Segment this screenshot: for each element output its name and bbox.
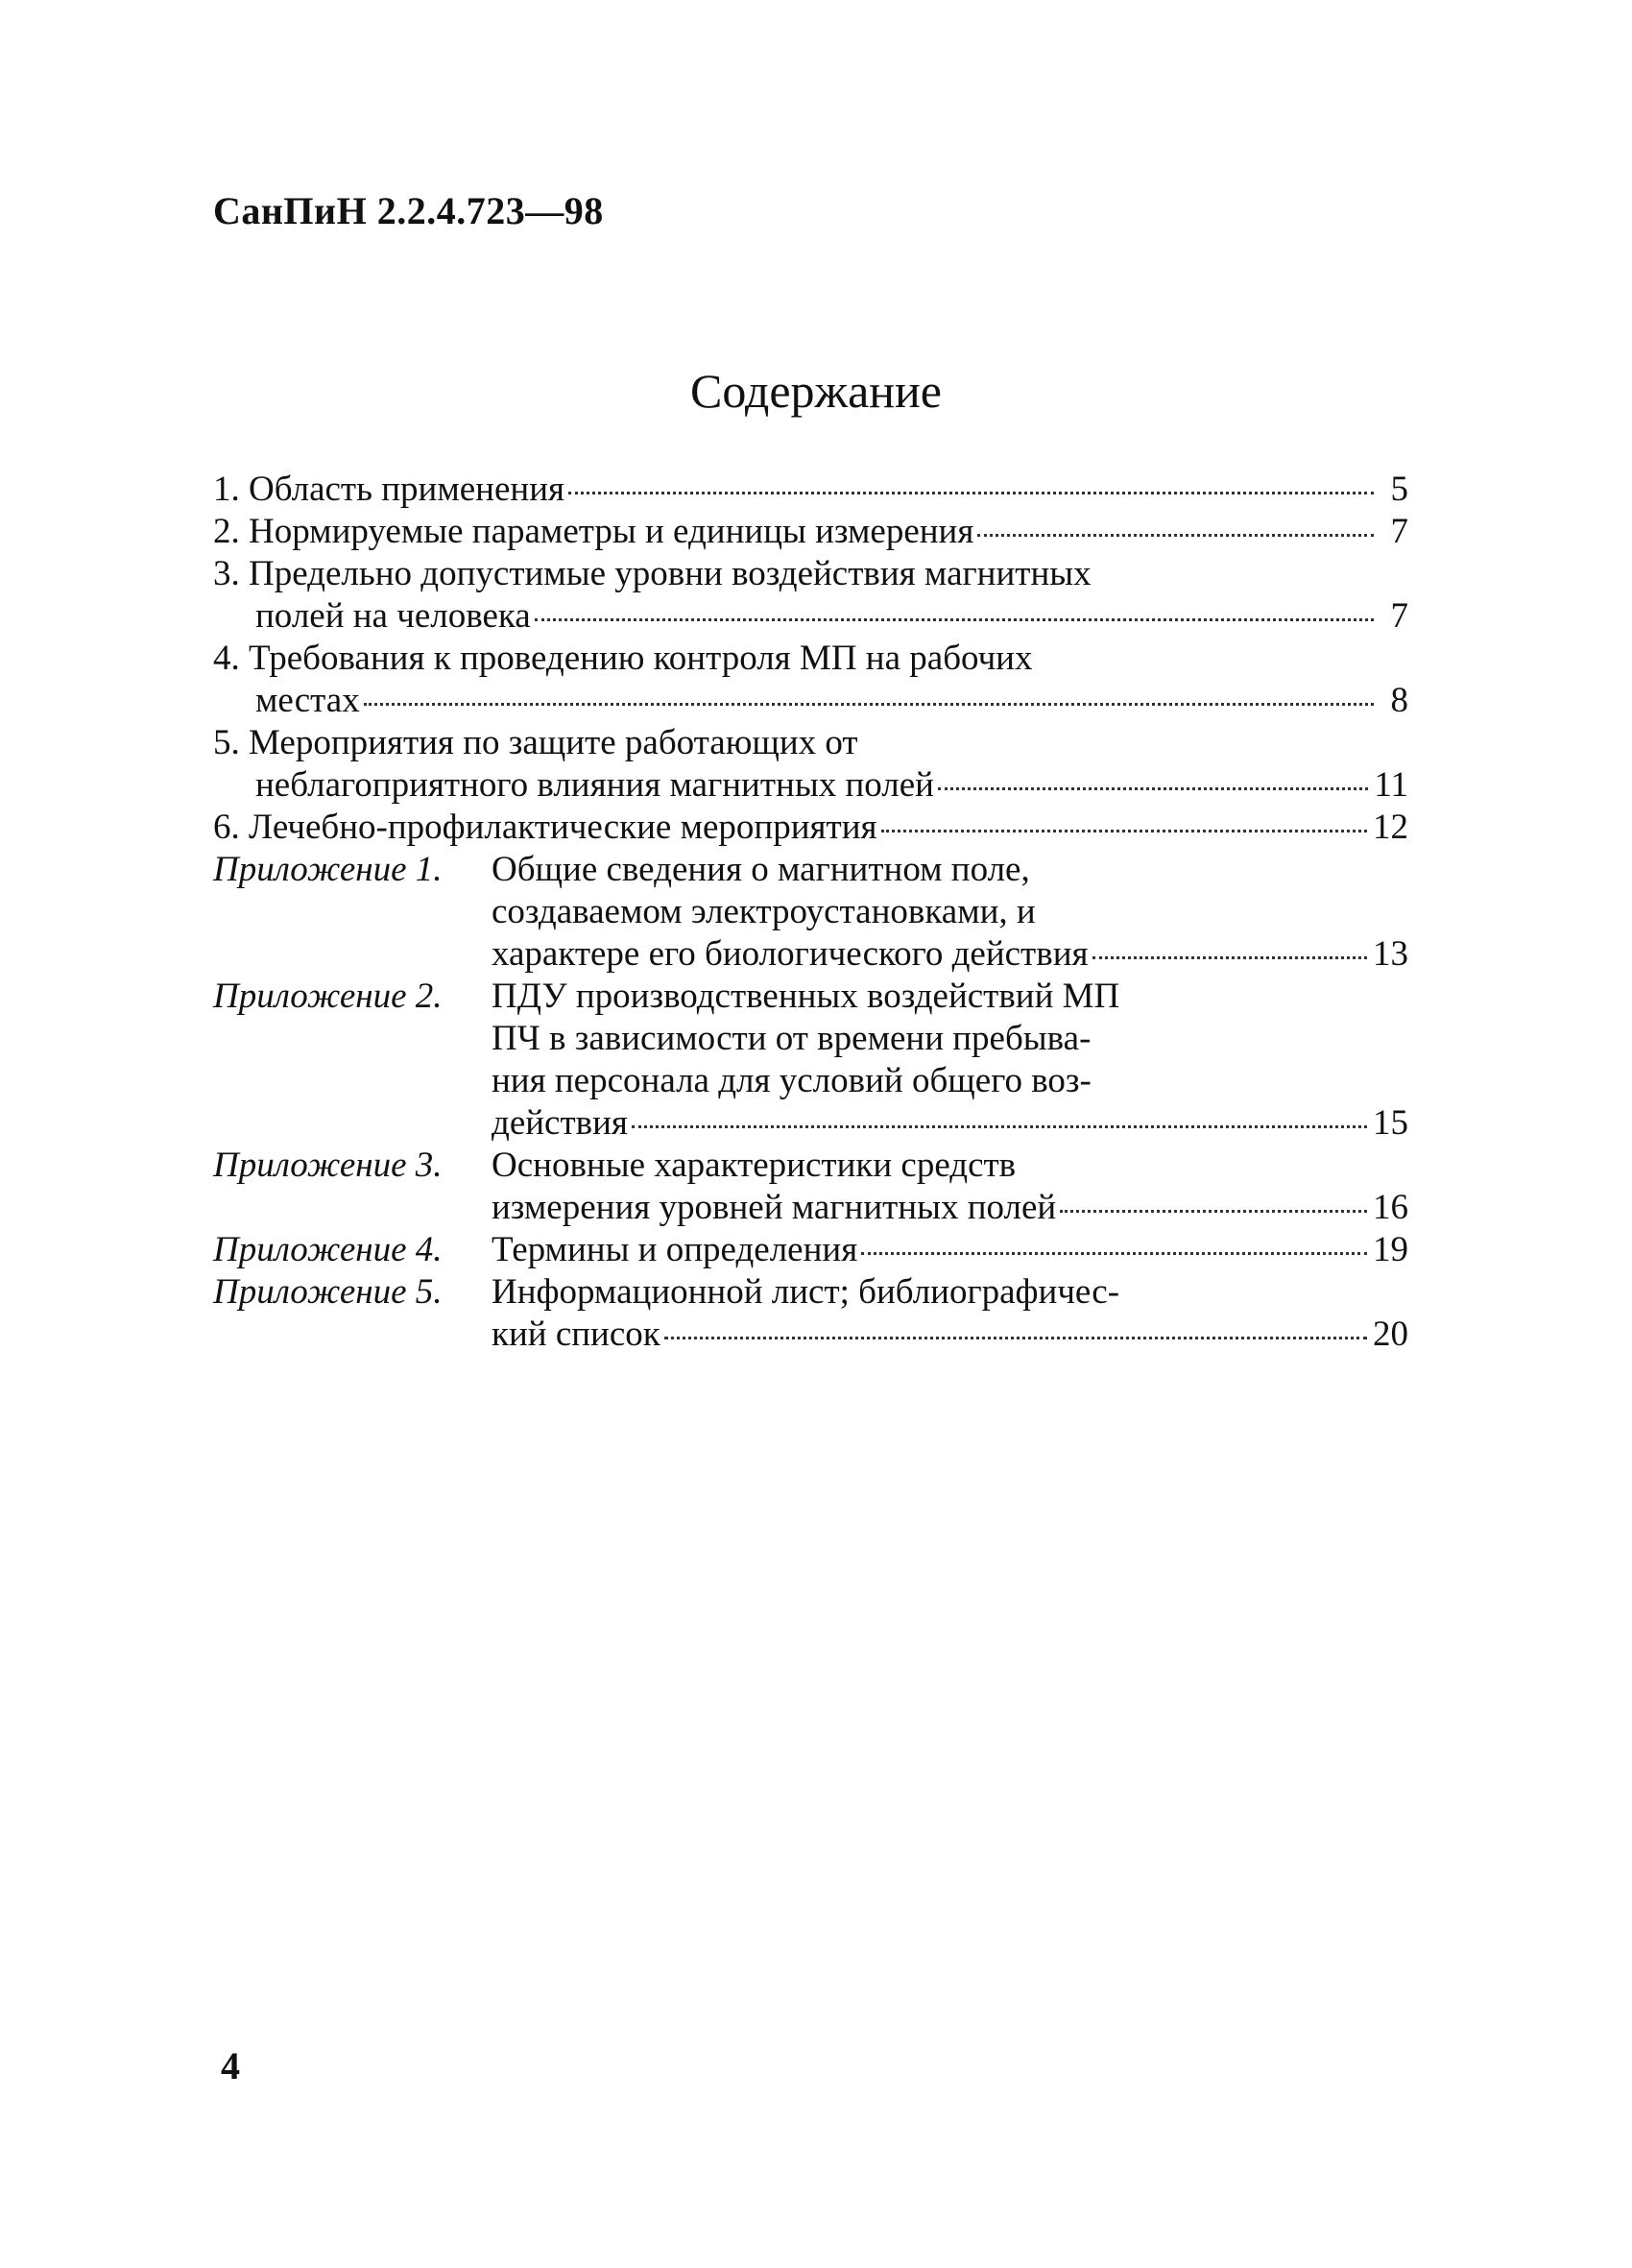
toc-title: Содержание <box>690 364 942 418</box>
toc-entry-text: характере его биологического действия <box>492 934 1089 974</box>
appendix-label: Приложение 4. <box>213 1230 443 1269</box>
toc-entry-text: действия <box>492 1103 628 1143</box>
toc-appendix-1-cont[interactable] <box>213 933 1408 976</box>
dot-leader <box>364 703 1374 706</box>
toc-entry-text: 2. Нормируемые параметры и единицы измерения <box>213 512 974 551</box>
page-number: 4 <box>221 2044 240 2087</box>
toc-entry-text: ния персонала для условий общего воз- <box>492 1061 1092 1100</box>
toc-appendix-2-cont[interactable] <box>213 1060 1408 1102</box>
toc-entry-1[interactable] <box>213 469 1408 511</box>
toc-page-number: 7 <box>1390 512 1408 551</box>
toc-entry-text: создаваемом электроустановками, и <box>492 892 1036 931</box>
toc-page-number: 7 <box>1390 596 1408 636</box>
dot-leader <box>535 618 1374 621</box>
toc-entry-text: местах <box>255 681 360 720</box>
toc-appendix-3[interactable] <box>213 1145 1408 1187</box>
toc-page-number: 16 <box>1373 1188 1408 1227</box>
dot-leader <box>1092 956 1367 959</box>
toc-entry-text: кий список <box>492 1315 660 1354</box>
toc-page-number: 12 <box>1373 808 1408 847</box>
dot-leader <box>632 1125 1367 1128</box>
toc-entry-text: Термины и определения <box>492 1230 858 1269</box>
toc-entry-text: измерения уровней магнитных полей <box>492 1188 1057 1227</box>
toc-entry-5[interactable] <box>213 722 1408 764</box>
dot-leader <box>1060 1210 1367 1213</box>
dot-leader <box>938 787 1368 790</box>
doc-code: СанПиН 2.2.4.723—98 <box>213 189 604 232</box>
toc-entry-text: 6. Лечебно-профилактические мероприятия <box>213 808 877 847</box>
toc-entry-3-cont[interactable] <box>213 595 1408 638</box>
toc-page-number: 5 <box>1390 470 1408 509</box>
toc-entry-text: 1. Область применения <box>213 470 565 509</box>
toc-entry-5-cont[interactable] <box>213 764 1408 807</box>
appendix-label: Приложение 5. <box>213 1272 443 1312</box>
toc-appendix-3-cont[interactable] <box>213 1187 1408 1229</box>
toc-entry-4[interactable] <box>213 638 1408 680</box>
appendix-label: Приложение 2. <box>213 977 443 1016</box>
toc-page-number: 11 <box>1374 765 1408 805</box>
appendix-label: Приложение 1. <box>213 850 443 889</box>
toc-entry-text: Информационной лист; библиографичес- <box>492 1272 1120 1312</box>
toc-entry-text: ПЧ в зависимости от времени пребыва- <box>492 1019 1092 1058</box>
appendix-label: Приложение 3. <box>213 1146 443 1185</box>
toc-appendix-2-cont[interactable] <box>213 1018 1408 1060</box>
toc-entry-text: 3. Предельно допустимые уровни воздействия магнитных <box>213 554 1092 593</box>
toc-appendix-1[interactable] <box>213 849 1408 891</box>
toc-appendix-2[interactable] <box>213 976 1408 1018</box>
toc-entry-text: неблагоприятного влияния магнитных полей <box>255 765 934 805</box>
dot-leader <box>881 830 1367 832</box>
dot-leader <box>861 1252 1367 1255</box>
toc-entry-4-cont[interactable] <box>213 680 1408 722</box>
toc-page-number: 15 <box>1373 1103 1408 1143</box>
toc-page-number: 8 <box>1390 681 1408 720</box>
table-of-contents <box>213 469 1408 1356</box>
toc-entry-text: ПДУ производственных воздействий МП <box>492 977 1120 1016</box>
dot-leader <box>664 1337 1367 1339</box>
toc-page-number: 19 <box>1373 1230 1408 1269</box>
toc-appendix-1-cont[interactable] <box>213 891 1408 933</box>
toc-page-number: 20 <box>1373 1315 1408 1354</box>
toc-page-number: 13 <box>1373 934 1408 974</box>
toc-appendix-5-cont[interactable] <box>213 1314 1408 1356</box>
toc-entry-3[interactable] <box>213 553 1408 595</box>
toc-appendix-5[interactable] <box>213 1271 1408 1314</box>
toc-entry-2[interactable] <box>213 511 1408 553</box>
toc-entry-text: 5. Мероприятия по защите работающих от <box>213 723 858 762</box>
toc-entry-text: Основные характеристики средств <box>492 1146 1017 1185</box>
toc-appendix-2-cont[interactable] <box>213 1102 1408 1145</box>
toc-entry-6[interactable] <box>213 807 1408 849</box>
toc-entry-text: полей на человека <box>255 596 531 636</box>
toc-entry-text: 4. Требования к проведению контроля МП на рабочих <box>213 639 1033 678</box>
toc-appendix-4[interactable] <box>213 1229 1408 1271</box>
dot-leader <box>977 534 1374 537</box>
dot-leader <box>568 492 1374 495</box>
toc-entry-text: Общие сведения о магнитном поле, <box>492 850 1030 889</box>
